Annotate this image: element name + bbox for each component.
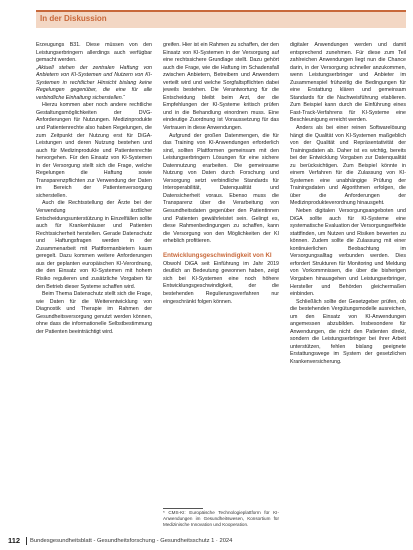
text-column-3 (290, 42, 406, 367)
pull-quote: „Aktuell stehen der zentralen Haftung von Anbietern von KI-Systemen und Nutzern von KI-Systemen in rechtlicher Hinsicht bislang keine Regelungen gegenüber, die eine für alle verbindliche Einhaltung sicherstellen.“ (36, 64, 152, 101)
page-number: 112 (8, 536, 21, 545)
paragraph: Erzeugungs B31. Diese müssen von den Leistungserbringern allerdings auch verfügbar gemacht werden. (36, 42, 152, 64)
footnote: * CMS-KI: Europäische Technologieplattform für KI-Anwendungen im Gesundheitswesen, Konsortium für Medizinische Innovation und Kooperation. (163, 510, 279, 527)
paragraph: greifen. Hier ist ein Rahmen zu schaffen, der den Einsatz von KI-Systemen in der Versorgung auf eine rechtssichere Grundlage stellt. Dazu gehört auch die Frage, wie die Haftung im Schadensfall zwischen Anbietern, Betreibern und Anwendern verteilt wird und welche Sorgfaltspflichten dabei jeweils bestehen. Die Verantwortung für die Entscheidung bleibt beim Arzt, der die Empfehlungen der KI-Systeme kritisch prüfen und in die Behandlung einordnen muss. Eine eindeutige Zuordnung ist Voraussetzung für das Vertrauen in diese Anwendungen. (163, 42, 279, 132)
paragraph: Obwohl DiGA seit Einführung im Jahr 2019 deutlich an Bedeutung gewonnen haben, zeigt sich bei KI-Systemen eine noch höhere Entwicklungsgeschwindigkeit, der die bestehenden Regulierungsverfahren nur eingeschränkt folgen können. (163, 260, 279, 305)
section-header-bar (36, 10, 406, 28)
paragraph: Neben digitalen Versorgungsangeboten und DiGA sollte auch für KI-Systeme eine systematische Evaluation der Versorgungseffekte stattfinden, um Nutzen und Risiken bewerten zu können. Zudem sollte die Zulassung mit einer kontinuierlichen Beobachtung im Versorgungsalltag verbunden werden. Dies erfordert Strukturen für Monitoring und Meldung von Vorkommnissen, die über die bisherigen Vorgaben hinausgehen und Leistungserbringer, Hersteller und Behörden gleichermaßen einbinden. (290, 208, 406, 298)
paragraph: Anders als bei einer reinen Softwarelösung hängt die Qualität von KI-Systemen maßgeblich von der Qualität und Repräsentativität der Trainingsdaten ab. Daher ist es wichtig, bereits bei der Entwicklung Vorgaben zur Datenqualität zu berücksichtigen. Zum Beispiel könnte in einem Verfahren für die Zulassung von KI-Systemen eine unabhängige Prüfung der Trainingsdaten und Algorithmen erfolgen, die über die Anforderungen der Medizinprodukteverordnung hinausgeht. (290, 125, 406, 207)
paragraph: digitaler Anwendungen werden und damit entsprechend zunehmen. Für diese zum Teil zahlreichen Anwendungen liegt nun die Chance darin, in der Versorgung schneller anzukommen, wenn Leistungserbringer und Anbieter im Zusammenspiel frühzeitig die Bedingungen für eine Erstattung klären und gemeinsam Standards für die Nachweisführung etablieren. Zum Beispiel kann durch die Einführung eines Fast-Track-Verfahrens für KI-Systeme eine Beschleunigung erreicht werden. (290, 42, 406, 124)
section-label: In der Diskussion (40, 14, 107, 23)
paragraph: Auch die Rechtsstellung der Ärzte bei der Verwendung ärztlicher Entscheidungsunterstützung in Einzelfällen sollte auch für Krankenhäuser und Patienten Rechtssicherheit herstellen. Gerade Datenschutz und Haftungsfragen werden in der Zusammenarbeit mit Plattformanbietern kaum geregelt. Dazu kommen weitere Anforderungen aus der geplanten europäischen KI-Verordnung, die den Einsatz von KI-Systemen mit hohem Risiko regulieren und zusätzliche Vorgaben für den Betrieb dieser Systeme schaffen wird. (36, 200, 152, 290)
paragraph: Hierzu kommen aber noch andere rechtliche Gestaltungsmöglichkeiten der DVG-Anforderungen für Nutzungen. Medizinprodukte und Patientenrechte also haben Regelungen, die zum Zeitpunkt der Nutzung erst für DiGA-Leistungen und deren Nutzung bestehen und auch für Medizinprodukte und Patientenrechte hervorgehen. Für den Einsatz von KI-Systemen in der Versorgung stellt sich die Frage, welche Regelungen die Haftung sowie Transparenzpflichten zur Verwendung der Daten im Bereich der Patientenversorgung sicherstellen. (36, 102, 152, 199)
text-column-2 (163, 42, 279, 306)
text-column-1 (36, 42, 152, 336)
footer-divider (26, 537, 27, 545)
paragraph: Beim Thema Datenschutz stellt sich die Frage, wie Daten für die Weiterentwicklung von Diagnostik und Therapie im Rahmen der Gesundheitsversorgung genutzt werden können, ohne dass die informationelle Selbstbestimmung der Patienten beeinträchtigt wird. (36, 291, 152, 335)
footnote-divider (163, 508, 203, 509)
page-footer (8, 536, 408, 546)
paragraph: Aufgrund der großen Datenmengen, die für das Training von KI-Anwendungen erforderlich sind, sollten Plattformen gemeinsam mit den Leistungserbringern Lösungen für eine sichere Datennutzung erarbeiten. Die gemeinsame Nutzung von Daten durch Forschung und Versorgung setzt verbindliche Standards für Interoperabilität, Datenqualität und Datensicherheit voraus. Ebenso muss die Transparenz über die Verarbeitung von Gesundheitsdaten gegenüber den Patientinnen und Patienten gewährleistet sein. Gelingt es, diese Rahmenbedingungen zu schaffen, kann die Versorgung von den Möglichkeiten der KI erheblich profitieren. (163, 132, 279, 245)
paragraph: Schließlich sollte der Gesetzgeber prüfen, ob die bestehenden Vergütungsmodelle ausreichen, um den Einsatz von KI-Anwendungen angemessen abzubilden. Insbesondere für Anwendungen, die nicht den Patienten direkt, sondern die Leistungserbringer bei ihrer Arbeit unterstützen, fehlen bislang geeignete Erstattungswege im System der gesetzlichen Krankenversicherung. (290, 298, 406, 365)
section-heading: Entwicklungsgeschwindigkeit von KI (163, 251, 272, 259)
journal-citation: Bundesgesundheitsblatt - Gesundheitsforschung - Gesundheitsschutz 1 · 2024 (30, 538, 233, 544)
